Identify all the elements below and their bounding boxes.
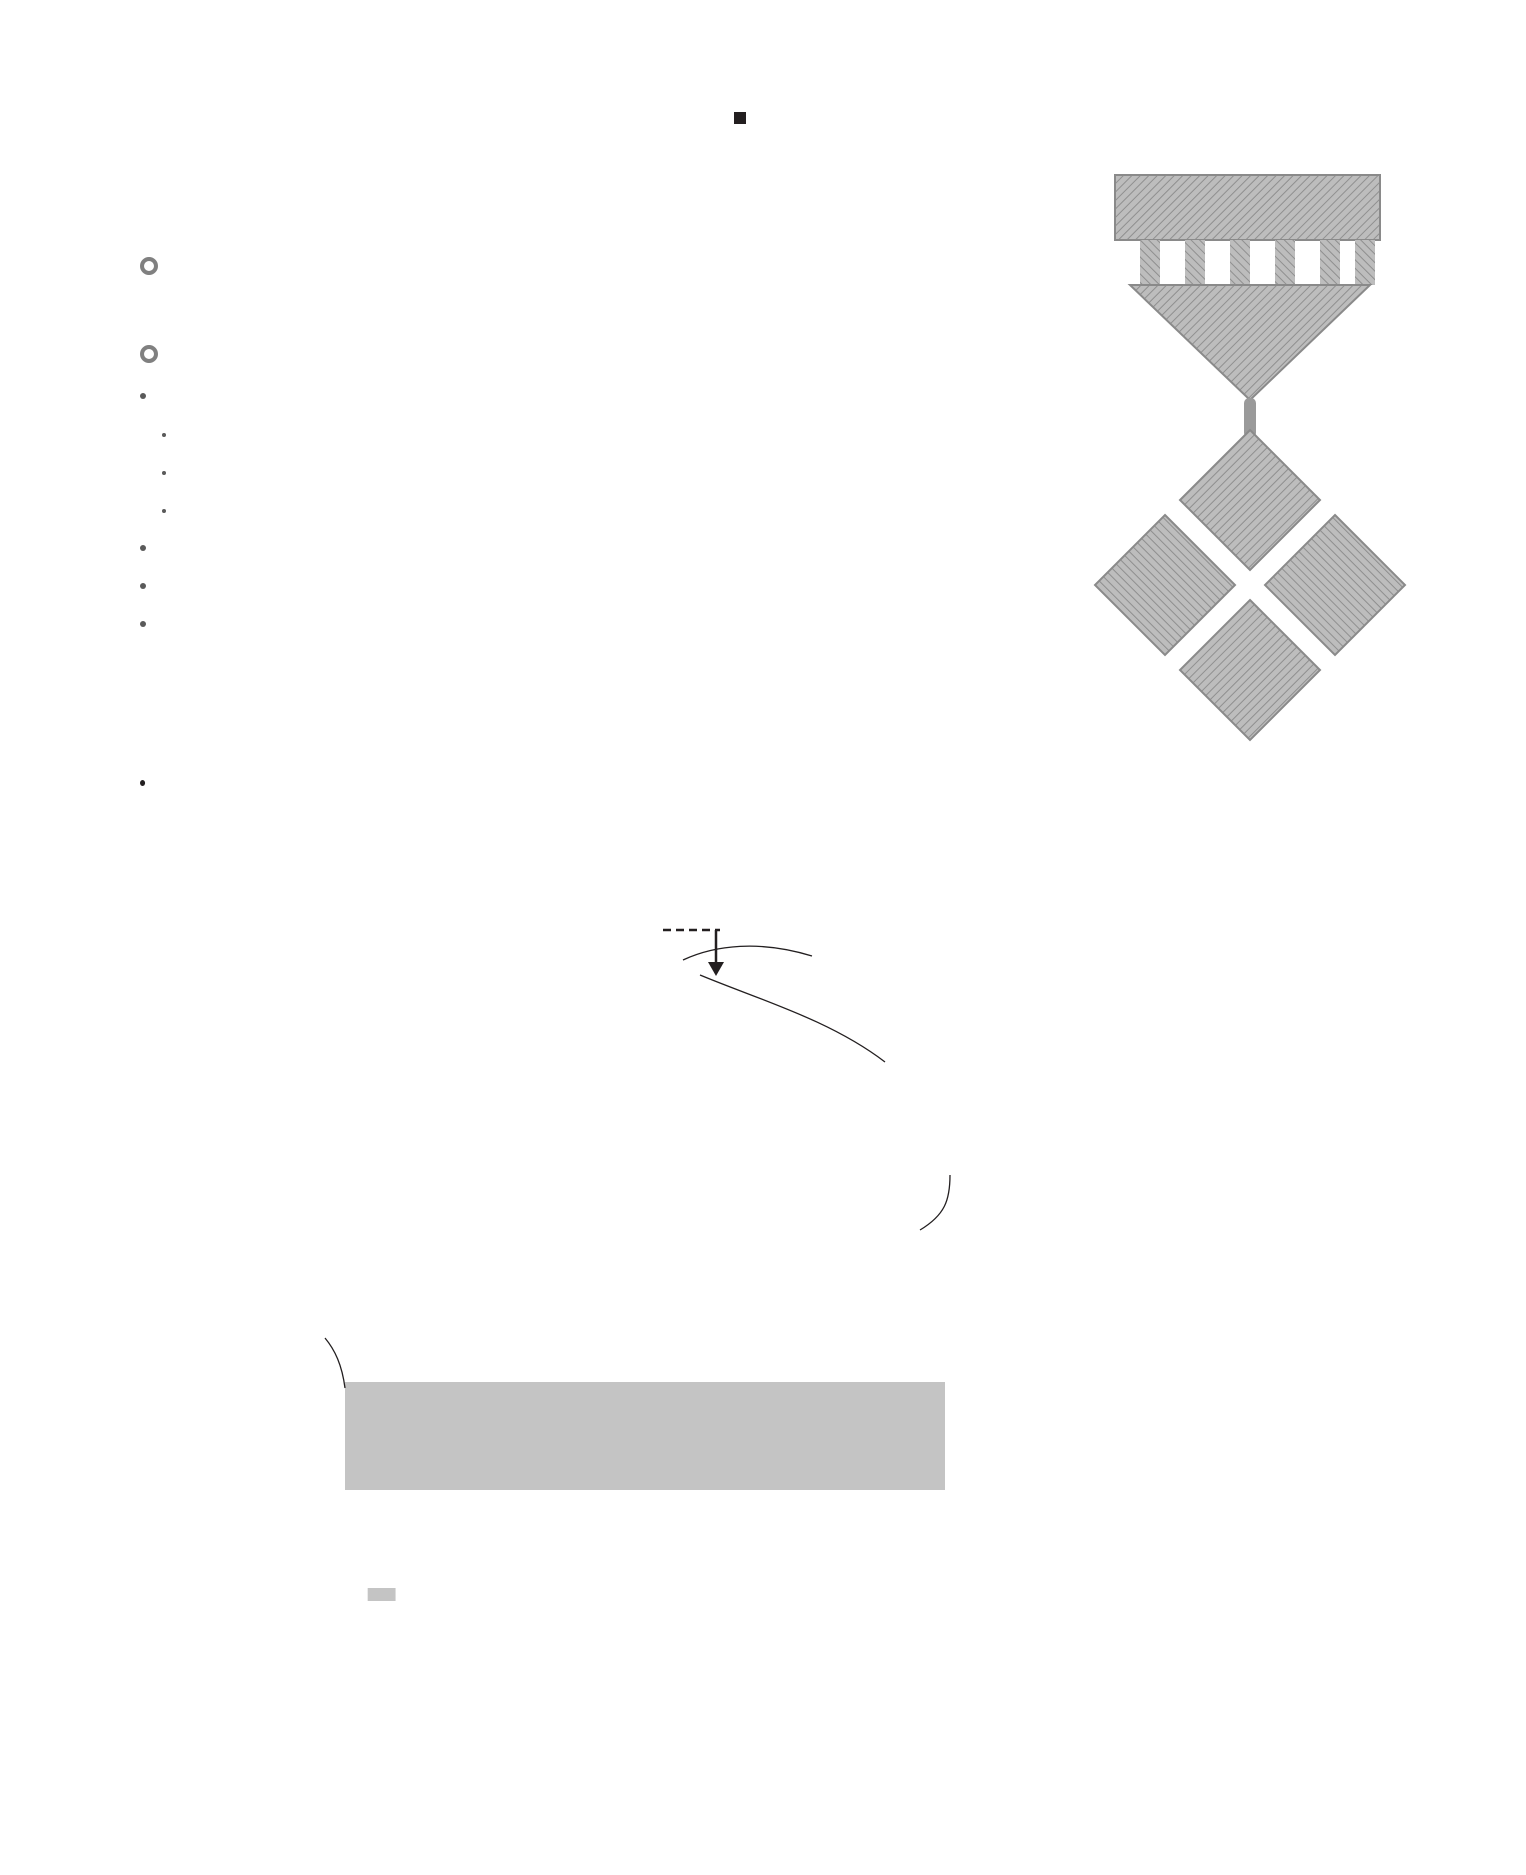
- leader-line-step2: [700, 975, 885, 1062]
- leader-line-add-thread: [325, 1338, 345, 1388]
- leader-line-step1: [683, 946, 812, 960]
- leader-line-step2b: [920, 1175, 950, 1230]
- suede-area: [345, 1382, 945, 1490]
- step5-note: [348, 1580, 396, 1608]
- arrow-icon: [708, 962, 724, 976]
- suede-swatch: [368, 1588, 396, 1601]
